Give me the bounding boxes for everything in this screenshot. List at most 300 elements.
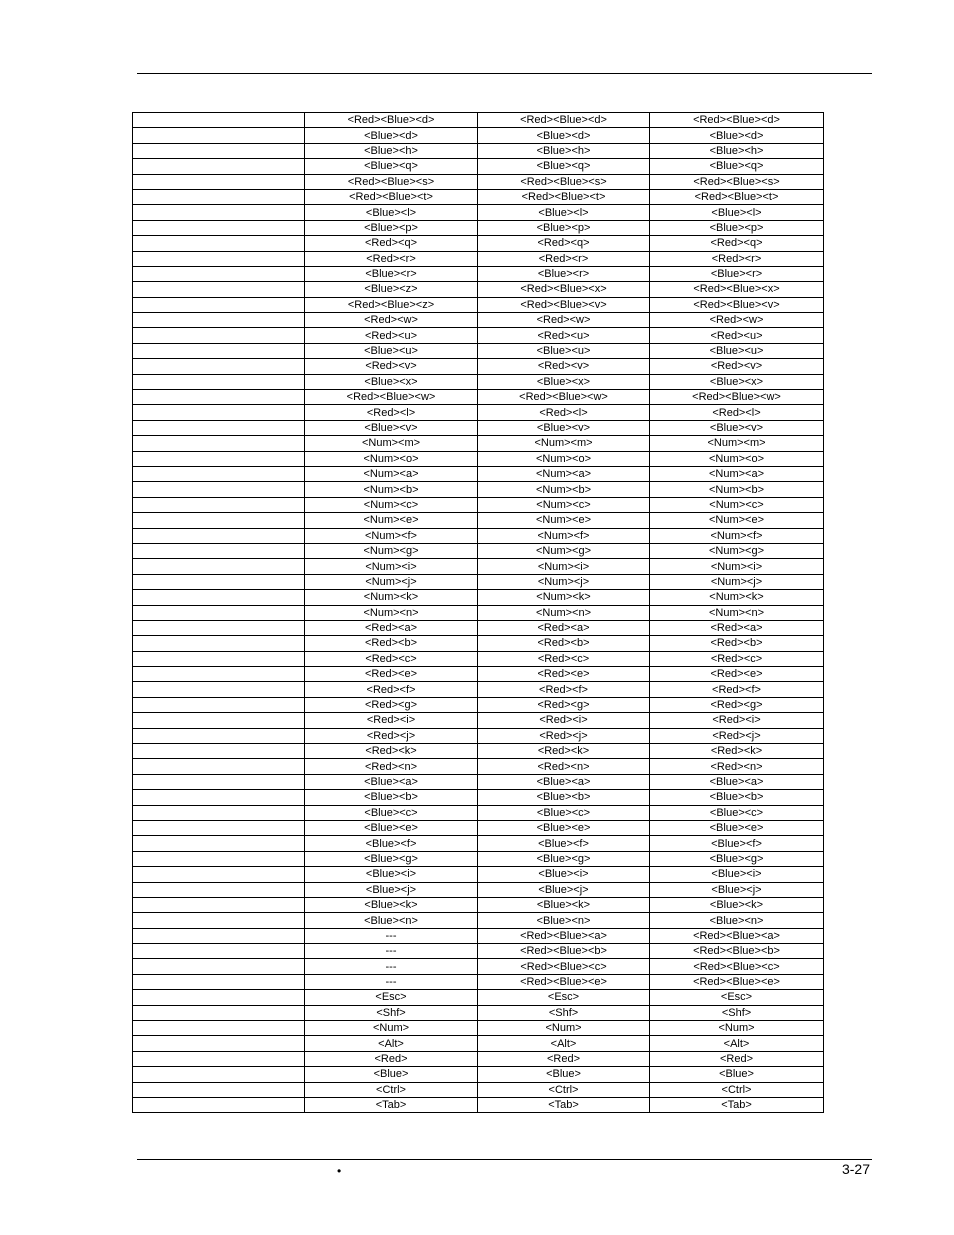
table-row <box>133 867 824 882</box>
table-cell: <Blue><r> <box>650 266 824 281</box>
table-cell: <Red><u> <box>305 328 478 343</box>
table-cell: <Num><e> <box>650 513 824 528</box>
table-cell: --- <box>305 959 478 974</box>
table-cell: <Blue><u> <box>650 343 824 358</box>
table-cell: <Blue><n> <box>650 913 824 928</box>
table-cell <box>133 667 305 682</box>
table-cell: <Red><f> <box>650 682 824 697</box>
table-cell: <Blue><p> <box>305 220 478 235</box>
table-cell <box>133 128 305 143</box>
table-cell: <Num><b> <box>650 482 824 497</box>
table-row <box>133 390 824 405</box>
table-cell: <Blue><x> <box>305 374 478 389</box>
table-cell <box>133 836 305 851</box>
key-mapping-table-body <box>133 113 824 1113</box>
table-cell: <Num><f> <box>478 528 650 543</box>
table-cell: <Red><v> <box>478 359 650 374</box>
table-cell <box>133 790 305 805</box>
table-cell: <Alt> <box>650 1036 824 1051</box>
table-cell: <Esc> <box>650 990 824 1005</box>
table-row <box>133 574 824 589</box>
table-row <box>133 836 824 851</box>
table-cell: <Blue><a> <box>650 774 824 789</box>
table-row <box>133 466 824 481</box>
table-cell: <Blue><z> <box>305 282 478 297</box>
table-cell: --- <box>305 974 478 989</box>
table-row <box>133 728 824 743</box>
table-cell: <Ctrl> <box>478 1082 650 1097</box>
table-cell <box>133 759 305 774</box>
table-cell: <Num><i> <box>650 559 824 574</box>
table-cell: <Shf> <box>650 1005 824 1020</box>
table-cell <box>133 990 305 1005</box>
table-cell: <Red><l> <box>305 405 478 420</box>
table-cell: <Red><k> <box>305 744 478 759</box>
footer-bullet: • <box>337 1164 342 1178</box>
table-cell: <Red><g> <box>478 697 650 712</box>
table-cell <box>133 436 305 451</box>
table-cell: <Red><Blue><x> <box>650 282 824 297</box>
table-cell: <Red><k> <box>650 744 824 759</box>
table-cell: <Shf> <box>478 1005 650 1020</box>
table-cell: <Blue><k> <box>650 897 824 912</box>
table-row <box>133 282 824 297</box>
table-cell: <Blue> <box>478 1067 650 1082</box>
table-row <box>133 482 824 497</box>
table-cell: <Red><u> <box>478 328 650 343</box>
table-cell <box>133 313 305 328</box>
table-cell <box>133 636 305 651</box>
table-cell: <Red><i> <box>478 713 650 728</box>
table-cell: <Num><f> <box>305 528 478 543</box>
table-cell: <Blue><f> <box>650 836 824 851</box>
table-row <box>133 605 824 620</box>
table-row <box>133 897 824 912</box>
table-cell: --- <box>305 944 478 959</box>
table-cell: <Red><q> <box>478 236 650 251</box>
table-row <box>133 113 824 128</box>
table-row <box>133 667 824 682</box>
table-cell <box>133 1036 305 1051</box>
footer-rule <box>137 1159 872 1160</box>
table-cell: <Blue><g> <box>305 851 478 866</box>
table-cell: <Blue><f> <box>478 836 650 851</box>
table-cell <box>133 574 305 589</box>
table-cell <box>133 220 305 235</box>
table-cell <box>133 205 305 220</box>
table-cell: <Shf> <box>305 1005 478 1020</box>
table-cell: <Num><j> <box>650 574 824 589</box>
table-cell: <Num><j> <box>478 574 650 589</box>
table-cell <box>133 974 305 989</box>
table-row <box>133 220 824 235</box>
table-cell: <Red><i> <box>650 713 824 728</box>
table-cell: <Num><k> <box>478 590 650 605</box>
table-cell: <Red><k> <box>478 744 650 759</box>
table-cell <box>133 390 305 405</box>
table-cell: <Blue><e> <box>650 820 824 835</box>
table-cell: <Num> <box>305 1021 478 1036</box>
table-cell: <Tab> <box>650 1098 824 1113</box>
table-row <box>133 420 824 435</box>
table-cell: <Esc> <box>305 990 478 1005</box>
table-cell: <Red><Blue><w> <box>305 390 478 405</box>
table-cell <box>133 805 305 820</box>
table-row <box>133 359 824 374</box>
table-cell <box>133 1005 305 1020</box>
table-cell: <Red><c> <box>305 651 478 666</box>
table-cell: <Num><a> <box>478 466 650 481</box>
table-cell: <Num> <box>650 1021 824 1036</box>
table-row <box>133 313 824 328</box>
table-row <box>133 744 824 759</box>
table-cell <box>133 682 305 697</box>
table-cell <box>133 466 305 481</box>
table-cell: <Num><c> <box>305 497 478 512</box>
table-cell <box>133 528 305 543</box>
table-cell: <Num><m> <box>478 436 650 451</box>
table-row <box>133 790 824 805</box>
table-cell <box>133 944 305 959</box>
table-row <box>133 266 824 281</box>
table-cell: <Blue><j> <box>305 882 478 897</box>
table-cell: <Red><Blue><t> <box>478 189 650 204</box>
table-cell: <Red> <box>478 1051 650 1066</box>
table-row <box>133 436 824 451</box>
table-cell: <Blue><v> <box>478 420 650 435</box>
table-row <box>133 189 824 204</box>
table-cell: <Ctrl> <box>650 1082 824 1097</box>
table-row <box>133 851 824 866</box>
table-cell: <Blue><i> <box>650 867 824 882</box>
table-cell: <Blue><l> <box>305 205 478 220</box>
table-cell: <Blue><r> <box>305 266 478 281</box>
table-row <box>133 882 824 897</box>
table-cell: <Blue><n> <box>478 913 650 928</box>
table-cell: <Red><Blue><x> <box>478 282 650 297</box>
table-cell: <Num><g> <box>478 543 650 558</box>
table-cell: <Num><a> <box>305 466 478 481</box>
table-cell <box>133 359 305 374</box>
table-cell: <Blue><e> <box>478 820 650 835</box>
table-cell: <Blue><u> <box>478 343 650 358</box>
table-cell: <Blue><j> <box>650 882 824 897</box>
table-cell: <Red><Blue><c> <box>478 959 650 974</box>
table-cell: <Blue><f> <box>305 836 478 851</box>
table-cell: <Blue><g> <box>478 851 650 866</box>
table-cell: <Red><a> <box>305 620 478 635</box>
table-cell: <Red><b> <box>650 636 824 651</box>
table-cell: <Red><Blue><e> <box>650 974 824 989</box>
table-cell: <Red><w> <box>478 313 650 328</box>
table-cell: <Alt> <box>478 1036 650 1051</box>
table-cell <box>133 1067 305 1082</box>
table-cell: <Num><f> <box>650 528 824 543</box>
table-cell <box>133 282 305 297</box>
table-row <box>133 513 824 528</box>
table-cell: <Red><Blue><b> <box>478 944 650 959</box>
table-cell: <Blue><i> <box>305 867 478 882</box>
table-cell: <Red><w> <box>305 313 478 328</box>
table-row <box>133 774 824 789</box>
table-row <box>133 620 824 635</box>
table-row <box>133 128 824 143</box>
table-cell: <Blue><g> <box>650 851 824 866</box>
table-cell: <Blue><d> <box>305 128 478 143</box>
table-cell: <Red><l> <box>650 405 824 420</box>
table-cell: <Blue><h> <box>478 143 650 158</box>
table-cell: <Blue><a> <box>478 774 650 789</box>
table-cell <box>133 420 305 435</box>
table-cell: <Blue><q> <box>478 159 650 174</box>
table-cell: <Blue><h> <box>305 143 478 158</box>
table-cell: <Red> <box>305 1051 478 1066</box>
table-row <box>133 636 824 651</box>
table-cell: <Num><i> <box>305 559 478 574</box>
table-cell <box>133 513 305 528</box>
table-cell: <Red><a> <box>478 620 650 635</box>
table-cell <box>133 913 305 928</box>
table-row <box>133 1036 824 1051</box>
table-row <box>133 820 824 835</box>
table-cell: <Num><e> <box>478 513 650 528</box>
table-cell: <Blue> <box>650 1067 824 1082</box>
table-cell: <Red><e> <box>478 667 650 682</box>
table-cell <box>133 405 305 420</box>
table-cell <box>133 143 305 158</box>
table-cell <box>133 189 305 204</box>
table-cell: <Red><b> <box>305 636 478 651</box>
table-cell: <Blue><l> <box>650 205 824 220</box>
table-cell: <Blue><a> <box>305 774 478 789</box>
table-cell: <Num><o> <box>650 451 824 466</box>
table-row <box>133 374 824 389</box>
table-cell: <Num><n> <box>478 605 650 620</box>
table-cell: <Num><e> <box>305 513 478 528</box>
table-cell: <Esc> <box>478 990 650 1005</box>
table-cell: <Num><k> <box>305 590 478 605</box>
table-cell <box>133 559 305 574</box>
table-cell: <Tab> <box>305 1098 478 1113</box>
table-cell: <Blue><e> <box>305 820 478 835</box>
table-row <box>133 251 824 266</box>
table-cell: <Red><a> <box>650 620 824 635</box>
table-cell: <Blue><u> <box>305 343 478 358</box>
table-cell: <Blue><b> <box>478 790 650 805</box>
table-cell: <Red><c> <box>478 651 650 666</box>
table-cell: <Num><n> <box>650 605 824 620</box>
table-cell: <Blue><b> <box>650 790 824 805</box>
table-row <box>133 451 824 466</box>
table-cell: <Blue><d> <box>478 128 650 143</box>
table-cell: <Red><Blue><w> <box>478 390 650 405</box>
table-cell: <Red><r> <box>478 251 650 266</box>
table-row <box>133 682 824 697</box>
table-cell: <Num> <box>478 1021 650 1036</box>
table-cell <box>133 928 305 943</box>
table-cell: --- <box>305 928 478 943</box>
table-cell: <Red><i> <box>305 713 478 728</box>
table-row <box>133 143 824 158</box>
table-cell <box>133 728 305 743</box>
table-cell: <Tab> <box>478 1098 650 1113</box>
table-row <box>133 1021 824 1036</box>
table-cell: <Blue><p> <box>478 220 650 235</box>
table-row <box>133 913 824 928</box>
table-row <box>133 1005 824 1020</box>
table-cell: <Red><Blue><d> <box>305 113 478 128</box>
table-cell: <Red><Blue><v> <box>478 297 650 312</box>
table-cell: <Blue><i> <box>478 867 650 882</box>
table-row <box>133 543 824 558</box>
table-cell: <Red><j> <box>650 728 824 743</box>
table-row <box>133 1067 824 1082</box>
table-cell: <Red><g> <box>650 697 824 712</box>
table-cell: <Blue><n> <box>305 913 478 928</box>
table-cell: <Num><c> <box>478 497 650 512</box>
table-cell <box>133 159 305 174</box>
table-cell <box>133 266 305 281</box>
table-cell: <Num><m> <box>305 436 478 451</box>
table-row <box>133 297 824 312</box>
table-cell <box>133 1051 305 1066</box>
table-cell <box>133 774 305 789</box>
table-cell: <Num><m> <box>650 436 824 451</box>
table-cell: <Num><g> <box>305 543 478 558</box>
table-cell: <Num><n> <box>305 605 478 620</box>
table-cell: <Red><Blue><a> <box>650 928 824 943</box>
table-row <box>133 205 824 220</box>
table-cell: <Red><Blue><c> <box>650 959 824 974</box>
table-cell: <Red><n> <box>650 759 824 774</box>
table-cell <box>133 174 305 189</box>
table-cell <box>133 374 305 389</box>
table-row <box>133 1051 824 1066</box>
table-cell: <Blue><q> <box>650 159 824 174</box>
table-cell: <Red> <box>650 1051 824 1066</box>
table-cell: <Red><Blue><e> <box>478 974 650 989</box>
table-cell: <Blue><r> <box>478 266 650 281</box>
table-cell: <Red><Blue><d> <box>478 113 650 128</box>
table-cell: <Red><j> <box>305 728 478 743</box>
table-cell: <Num><i> <box>478 559 650 574</box>
table-cell: <Num><k> <box>650 590 824 605</box>
table-cell: <Num><a> <box>650 466 824 481</box>
table-row <box>133 159 824 174</box>
table-cell: <Red><Blue><w> <box>650 390 824 405</box>
table-cell <box>133 897 305 912</box>
table-cell: <Red><b> <box>478 636 650 651</box>
table-cell <box>133 113 305 128</box>
table-row <box>133 974 824 989</box>
table-cell: <Red><Blue><a> <box>478 928 650 943</box>
table-cell: <Num><o> <box>478 451 650 466</box>
table-cell: <Red><j> <box>478 728 650 743</box>
table-cell: <Red><q> <box>650 236 824 251</box>
table-cell: <Blue><v> <box>305 420 478 435</box>
table-row <box>133 944 824 959</box>
table-cell: <Red><n> <box>305 759 478 774</box>
table-row <box>133 174 824 189</box>
table-cell: <Red><w> <box>650 313 824 328</box>
table-row <box>133 990 824 1005</box>
table-cell: <Blue><c> <box>650 805 824 820</box>
table-row <box>133 805 824 820</box>
table-cell: <Red><g> <box>305 697 478 712</box>
table-cell: <Red><c> <box>650 651 824 666</box>
table-cell: <Red><Blue><z> <box>305 297 478 312</box>
table-cell: <Blue><k> <box>478 897 650 912</box>
table-cell: <Num><o> <box>305 451 478 466</box>
table-cell: <Num><b> <box>305 482 478 497</box>
table-cell: <Blue> <box>305 1067 478 1082</box>
table-row <box>133 697 824 712</box>
table-row <box>133 759 824 774</box>
table-row <box>133 405 824 420</box>
table-cell <box>133 297 305 312</box>
table-cell <box>133 820 305 835</box>
table-cell: <Red><e> <box>650 667 824 682</box>
page-number: 3-27 <box>841 1161 870 1177</box>
table-cell: <Red><Blue><b> <box>650 944 824 959</box>
table-cell: <Red><l> <box>478 405 650 420</box>
table-row <box>133 497 824 512</box>
table-row <box>133 1098 824 1113</box>
table-cell: <Red><u> <box>650 328 824 343</box>
table-cell <box>133 959 305 974</box>
table-row <box>133 236 824 251</box>
table-cell <box>133 1098 305 1113</box>
table-cell <box>133 851 305 866</box>
table-cell: <Red><n> <box>478 759 650 774</box>
table-cell: <Red><Blue><v> <box>650 297 824 312</box>
table-cell: <Blue><k> <box>305 897 478 912</box>
table-cell <box>133 328 305 343</box>
table-cell <box>133 867 305 882</box>
table-cell: <Num><j> <box>305 574 478 589</box>
table-cell: <Red><e> <box>305 667 478 682</box>
table-cell <box>133 1021 305 1036</box>
table-cell: <Red><v> <box>650 359 824 374</box>
table-row <box>133 959 824 974</box>
table-cell: <Red><f> <box>478 682 650 697</box>
table-cell: <Num><b> <box>478 482 650 497</box>
table-row <box>133 928 824 943</box>
table-cell: <Alt> <box>305 1036 478 1051</box>
table-cell <box>133 236 305 251</box>
table-cell <box>133 451 305 466</box>
table-cell <box>133 482 305 497</box>
table-cell: <Blue><d> <box>650 128 824 143</box>
table-cell: <Red><q> <box>305 236 478 251</box>
table-row <box>133 1082 824 1097</box>
table-cell: <Red><f> <box>305 682 478 697</box>
header-rule <box>137 73 872 74</box>
table-cell: <Red><v> <box>305 359 478 374</box>
table-cell: <Red><r> <box>650 251 824 266</box>
table-cell: <Blue><j> <box>478 882 650 897</box>
table-cell <box>133 697 305 712</box>
table-cell: <Blue><q> <box>305 159 478 174</box>
table-cell <box>133 620 305 635</box>
table-cell <box>133 651 305 666</box>
table-cell <box>133 605 305 620</box>
table-cell: <Num><c> <box>650 497 824 512</box>
table-cell <box>133 744 305 759</box>
table-row <box>133 713 824 728</box>
table-row <box>133 343 824 358</box>
table-cell <box>133 343 305 358</box>
